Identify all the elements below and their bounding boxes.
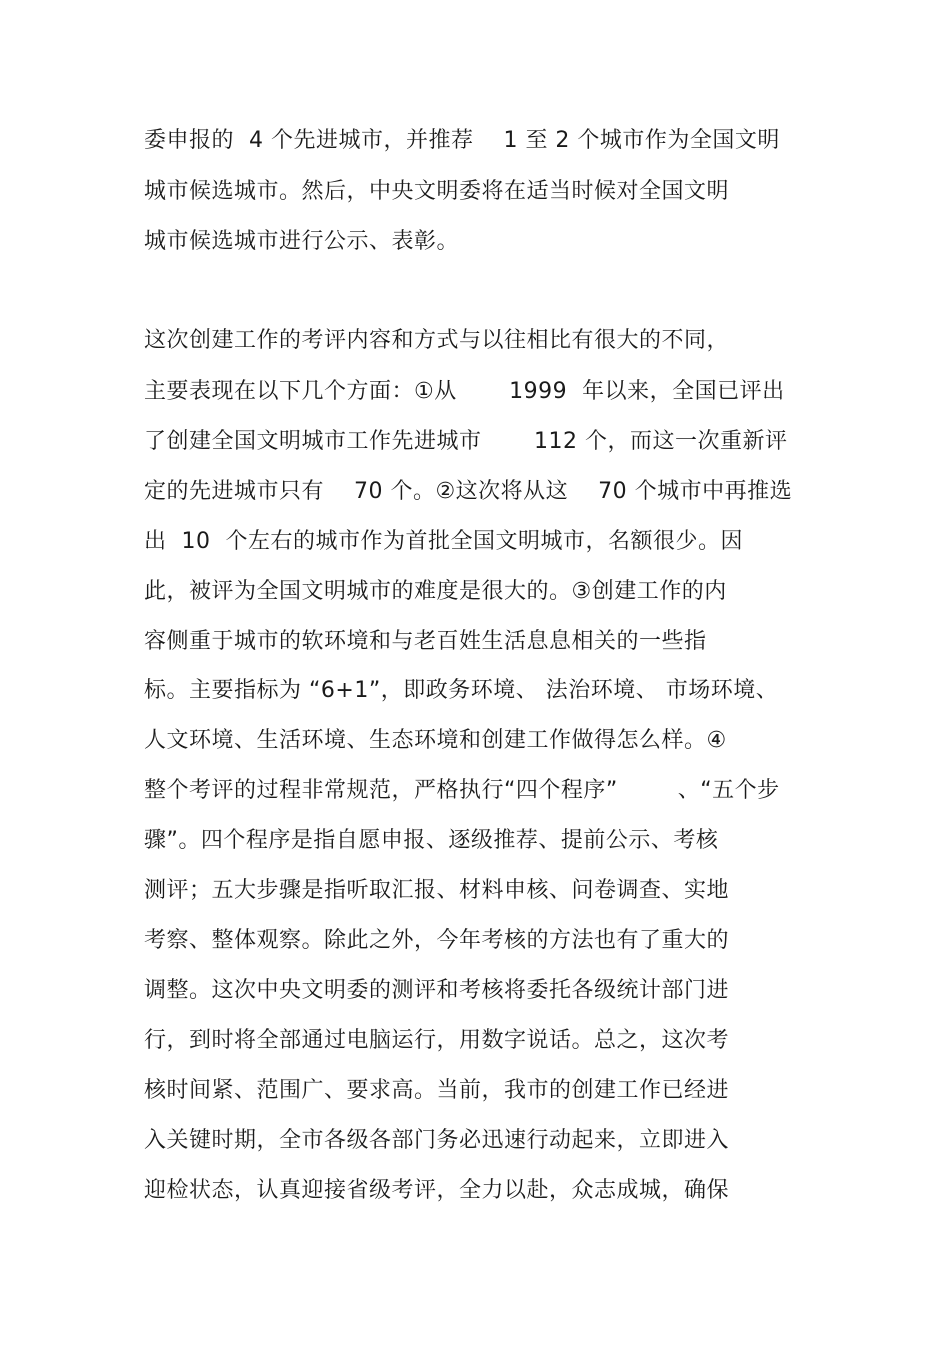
text-line: 容侧重于城市的软环境和与老百姓生活息息相关的一些指 bbox=[144, 629, 707, 654]
text-line: 行，到时将全部通过电脑运行，用数字说话。总之，这次考 bbox=[144, 1028, 730, 1053]
text-line: 测评；五大步骤是指听取汇报、材料申核、问卷调查、实地 bbox=[144, 878, 730, 903]
text-line: 城市候选城市。然后，中央文明委将在适当时候对全国文明 bbox=[144, 179, 730, 204]
text-line: 考察、整体观察。除此之外，今年考核的方法也有了重大的 bbox=[144, 928, 730, 953]
text-line: 城市候选城市进行公示、表彰。 bbox=[144, 229, 460, 254]
text-line: 这次创建工作的考评内容和方式与以往相比有很大的不同， bbox=[144, 328, 730, 353]
text-line: 迎检状态，认真迎接省级考评，全力以赴，众志成城，确保 bbox=[144, 1178, 730, 1203]
text-line: 标。主要指标为 “6+1”，即政务环境、 法治环境、 市场环境、 bbox=[144, 678, 779, 703]
text-line: 核时间紧、范围广、要求高。当前，我市的创建工作已经进 bbox=[144, 1078, 730, 1103]
text-line: 入关键时期，全市各级各部门务必迅速行动起来，立即进入 bbox=[144, 1128, 730, 1153]
text-line: 委申报的 4 个先进城市，并推荐 1 至 2 个城市作为全国文明 bbox=[144, 128, 780, 153]
text-line: 定的先进城市只有 70 个。②这次将从这 70 个城市中再推选 bbox=[144, 479, 793, 504]
text-line: 调整。这次中央文明委的测评和考核将委托各级统计部门进 bbox=[144, 978, 730, 1003]
text-line: 人文环境、生活环境、生态环境和创建工作做得怎么样。④ bbox=[144, 728, 727, 753]
text-line: 了创建全国文明城市工作先进城市 112 个，而这一次重新评 bbox=[144, 429, 788, 454]
text-line: 此，被评为全国文明城市的难度是很大的。③创建工作的内 bbox=[144, 579, 727, 604]
text-line: 主要表现在以下几个方面：①从 1999 年以来，全国已评出 bbox=[144, 379, 785, 404]
text-line: 整个考评的过程非常规范，严格执行“四个程序” 、“五个步 bbox=[144, 778, 780, 803]
text-line: 出 10 个左右的城市作为首批全国文明城市，名额很少。因 bbox=[144, 529, 743, 554]
text-line: 骤”。四个程序是指自愿申报、逐级推荐、提前公示、考核 bbox=[144, 828, 719, 853]
